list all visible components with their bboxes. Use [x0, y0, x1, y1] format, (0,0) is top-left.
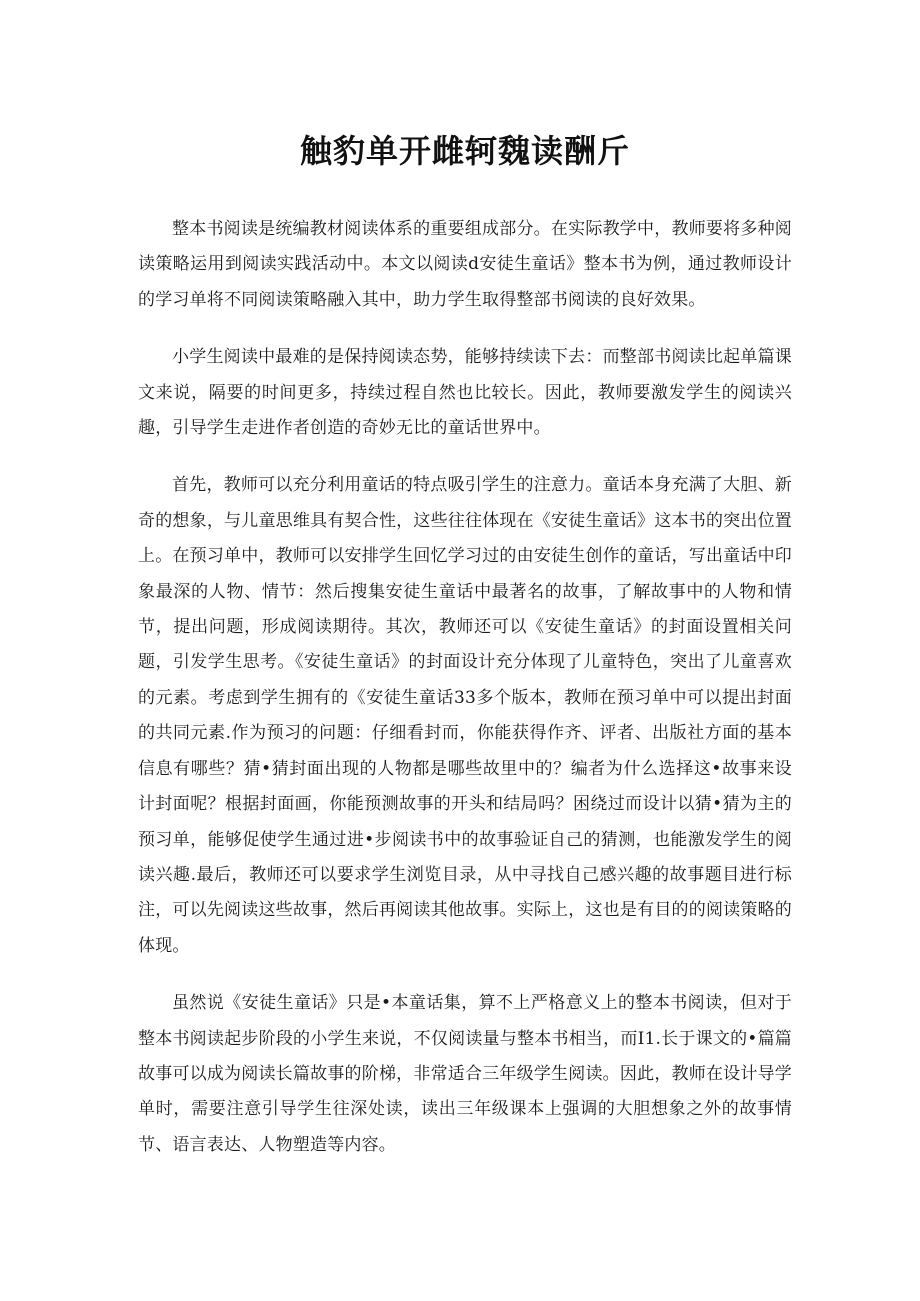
- paragraph-4: 虽然说《安徒生童话》只是•本童话集，算不上严格意义上的整本书阅读，但对于整本书阅读起步阶段的小学生来说，不仅阅读量与整本书相当，而I1.长于课文的•篇篇故事可以成为阅读长篇故事的阶梯，非常适合三年级学生阅读。因此，教师在设计导学单时，需要注意引导学生往深处读，读出三年级课本上强调的大胆想象之外的故事情节、语言表达、人物塑造等内容。: [138, 993, 792, 1155]
- paragraph-3: 首先，教师可以充分利用童话的特点吸引学生的注意力。童话本身充满了大胆、新奇的想象，与儿童思维具有契合性，这些往往体现在《安徒生童话》这本书的突出位置上。在预习单中，教师可以安排学生回忆学习过的由安徒生创作的童话，写出童话中印象最深的人物、情节：然后搜集安徒生童话中最著名的故事，了解故事中的人物和情节，提出问题，形成阅读期待。其次，教师还可以《安徒生童话》的封面设置相关问题，引发学生思考。《安徒生童话》的封面设计充分体现了儿童特色，突出了儿童喜欢的元素。考虑到学生拥有的《安徒生童话33多个版本，教师在预习单中可以提出封面的共同元素.作为预习的问题：仔细看封而，你能获得作齐、评者、出版社方面的基本信息有哪些？猜•猜封面出现的人物都是哪些故里中的？编者为什么选择这•故事来设计封面呢？根据封面画，你能预测故事的开头和结局吗？困绕过而设计以猜•猜为主的预习单，能够促使学生通过进•步阅读书中的故事验证自己的猜测，也能激发学生的阅读兴趣.最后，教师还可以要求学生浏览目录，从中寻找自己感兴趣的故事题目进行标注，可以先阅读这些故事，然后再阅读其他故事。实际上，这也是有目的的阅读策略的体现。: [138, 475, 792, 956]
- paragraph-2: 小学生阅读中最难的是保持阅读态势，能够持续读下去：而整部书阅读比起单篇课文来说，隔要的时间更多，持续过程自然也比较长。因此，教师要激发学生的阅读兴趣，引导学生走进作者创造的奇妙无比的童话世界中。: [138, 347, 792, 439]
- document-title: 触豹单开雌轲魏读酬斤: [299, 132, 630, 170]
- paragraph-1: 整本书阅读是统编教材阅读体系的重要组成部分。在实际教学中，教师要将多种阅读策略运用到阅读实践活动中。本文以阅读d安徒生童话》整本书为例，通过教师设计的学习单将不同阅读策略融入其中，助力学生取得整部书阅读的良好效果。: [138, 219, 792, 310]
